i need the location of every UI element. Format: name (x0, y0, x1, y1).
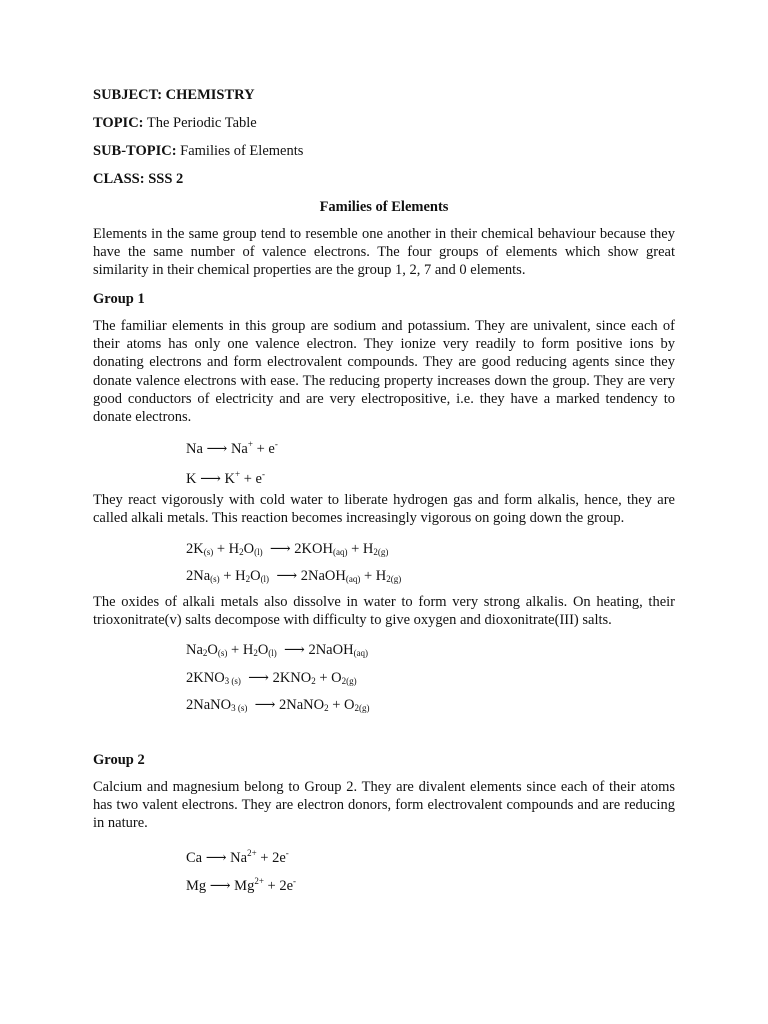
group2-paragraph-1: Calcium and magnesium belong to Group 2. They are divalent elements since each of their atoms has two valent electrons. They are electron donors, form electrovalent compounds and are reducing in nature. (93, 779, 675, 832)
topic-line (93, 114, 257, 132)
subject-value: CHEMISTRY (165, 87, 255, 103)
subject-line (93, 86, 255, 104)
equation-na2o-water: $Na_2O_{(s)} + H_2O_{(l)}$ ⟶ 2NaOH$_{(aq)}$ (186, 642, 369, 658)
class-label: CLASS: (93, 171, 145, 187)
class-line (93, 170, 183, 188)
group1-paragraph-2: They react vigorously with cold water to liberate hydrogen gas and form alkalis, hence, they are called alkali metals. This reaction becomes increasingly vigorous on going down the group. (93, 492, 675, 527)
group1-heading: Group 1 (93, 291, 145, 307)
equation-na-water: $2Na_{(s)} + H_2O_{(l)}$ ⟶ 2NaOH$_{(aq)}$ + $H_{2(g)}$ (186, 568, 402, 584)
equation-k-water: $2K_{(s)} + H_2O_{(l)}$ ⟶ $2KOH_{(aq)} + H_{2(g)}$ (186, 541, 389, 557)
equation-ca-ionization: Ca ⟶ $Na^{2+} + 2e^-$ (186, 848, 289, 866)
page-title: Families of Elements (319, 199, 449, 215)
group2-heading: Group 2 (93, 752, 145, 768)
equation-nano3-decomposition: 2NaNO$_{3 (s)}$ ⟶ 2NaNO$_2$ + $O_{2(g)}$ (186, 697, 370, 713)
subject-label: SUBJECT: (93, 87, 163, 103)
topic-value: The Periodic Table (146, 115, 257, 131)
group1-paragraph-3: The oxides of alkali metals also dissolve in water to form very strong alkalis. On heating, their trioxonitrate(v) salts decompose with difficulty to give oxygen and dioxonitrate(III) salts. (93, 594, 675, 629)
class-value: SSS 2 (148, 171, 184, 187)
equation-na-ionization: Na ⟶ Na+ + e- (186, 439, 278, 457)
topic-label: TOPIC: (93, 115, 144, 131)
subtopic-line (93, 142, 303, 160)
subtopic-label: SUB-TOPIC: (93, 143, 177, 159)
intro-paragraph: Elements in the same group tend to resemble one another in their chemical behaviour because they have the same number of valence electrons. The four groups of elements which show great similarity in their chemical properties are the group 1, 2, 7 and 0 elements. (93, 226, 675, 279)
group1-paragraph-1: The familiar elements in this group are sodium and potassium. They are univalent, since each of their atoms has only one valence electron. They ionize very readily to form positive ions by donating electrons and form electrovalent compounds. They are good reducing agents since they donate valence electrons with ease. The reducing property increases down the group. They are very good conductors of electricity and are very electropositive, i.e. they have a marked tendency to donate electrons. (93, 318, 675, 426)
equation-k-ionization: K ⟶ K+ + e- (186, 469, 265, 487)
subtopic-value: Families of Elements (180, 143, 304, 159)
equation-mg-ionization: Mg ⟶ $Mg^{2+} + 2e^-$ (186, 876, 297, 894)
equation-kno3-decomposition: $2KNO_{3 (s)}$ ⟶ $2KNO_2 + O_{2(g)}$ (186, 670, 357, 686)
